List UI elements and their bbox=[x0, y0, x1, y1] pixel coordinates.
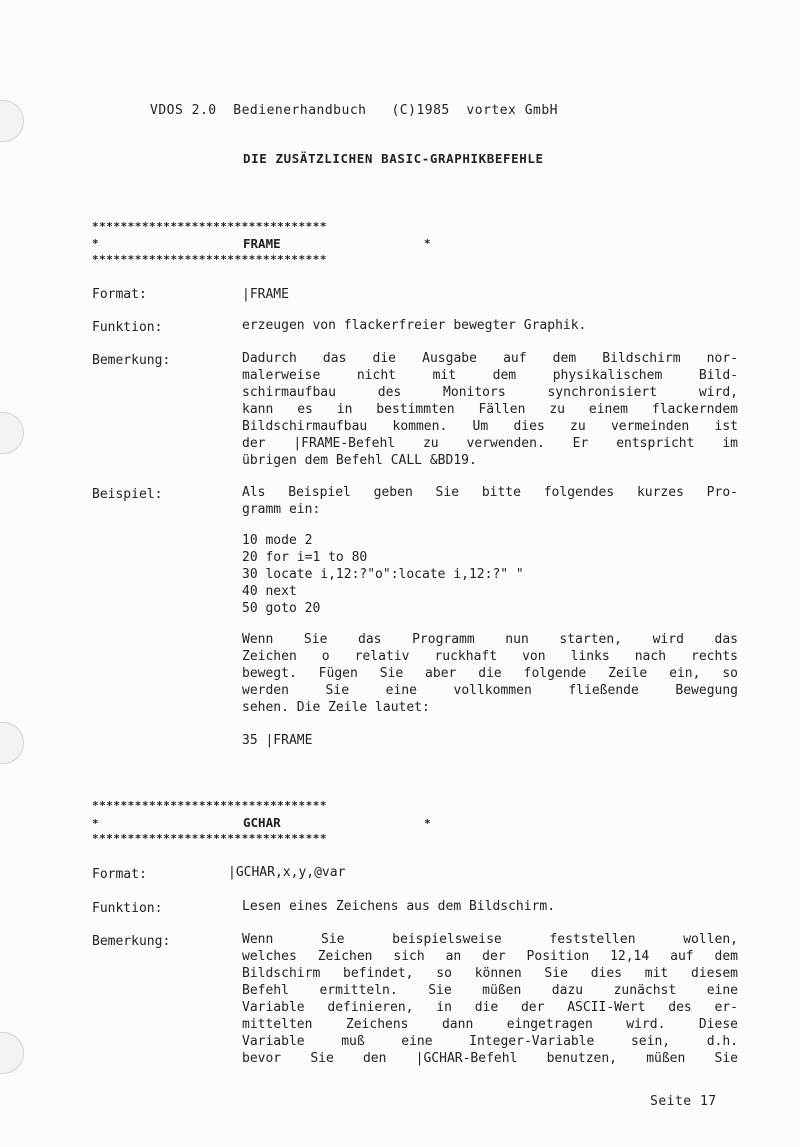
frame-funktion-label: Funktion: bbox=[92, 320, 163, 335]
frame-after-text bbox=[242, 631, 738, 716]
frame-bemerkung-text bbox=[242, 350, 738, 469]
text-line: kann es in bestimmten Fällen zu einem flackerndem bbox=[242, 402, 738, 417]
gchar-box-top: ********************************* bbox=[92, 799, 328, 812]
code-line: 50 goto 20 bbox=[242, 601, 321, 616]
frame-box-bottom: ********************************* bbox=[92, 253, 328, 266]
frame-format-value: |FRAME bbox=[242, 287, 289, 302]
text-line: Zeichen o relativ ruckhaft von links nach rechts bbox=[242, 649, 738, 664]
frame-bemerkung-label: Bemerkung: bbox=[92, 353, 171, 368]
text-line: mittelten Zeichens dann eingetragen wird. Diese bbox=[242, 1017, 738, 1032]
gchar-box-right-star: * bbox=[424, 817, 432, 830]
page-title: DIE ZUSÄTZLICHEN BASIC-GRAPHIKBEFEHLE bbox=[243, 151, 544, 166]
text-line: Variable definieren, in die der ASCII-Wert des er- bbox=[242, 1000, 738, 1015]
frame-beispiel-text bbox=[242, 484, 738, 518]
gchar-format-value: |GCHAR,x,y,@var bbox=[228, 865, 346, 880]
frame-line35: 35 |FRAME bbox=[242, 733, 313, 748]
gchar-format-label: Format: bbox=[92, 867, 147, 882]
code-line: 40 next bbox=[242, 584, 297, 599]
text-line: Bildschirmaufbau kommen. Um dies zu vermeinden ist bbox=[242, 419, 738, 434]
frame-code-listing bbox=[242, 532, 524, 617]
punch-hole bbox=[0, 1032, 24, 1074]
gchar-funktion-value: Lesen eines Zeichens aus dem Bildschirm. bbox=[242, 899, 556, 914]
text-line: gramm ein: bbox=[242, 502, 321, 517]
text-line: bewegt. Fügen Sie aber die folgende Zeile ein, so bbox=[242, 666, 738, 681]
code-line: 10 mode 2 bbox=[242, 533, 313, 548]
code-line: 30 locate i,12:?"o":locate i,12:?" " bbox=[242, 567, 524, 582]
frame-box-left-star: * bbox=[92, 237, 100, 250]
gchar-funktion-label: Funktion: bbox=[92, 901, 163, 916]
code-line: 20 for i=1 to 80 bbox=[242, 550, 368, 565]
punch-hole bbox=[0, 722, 24, 764]
gchar-box-bottom: ********************************* bbox=[92, 832, 328, 845]
text-line: Befehl ermitteln. Sie müßen dazu zunächst eine bbox=[242, 983, 738, 998]
frame-box-right-star: * bbox=[424, 237, 432, 250]
text-line: Als Beispiel geben Sie bitte folgendes kurzes Pro- bbox=[242, 485, 738, 500]
text-line: welches Zeichen sich an der Position 12,14 auf dem bbox=[242, 949, 738, 964]
text-line: Bildschirm befindet, so können Sie dies mit diesem bbox=[242, 966, 738, 981]
gchar-bemerkung-text bbox=[242, 931, 738, 1067]
page-header: VDOS 2.0 Bedienerhandbuch (C)1985 vortex GmbH bbox=[150, 103, 559, 118]
text-line: Dadurch das die Ausgabe auf dem Bildschirm nor- bbox=[242, 351, 738, 366]
text-line: Variable muß eine Integer-Variable sein, d.h. bbox=[242, 1034, 738, 1049]
page-number: Seite 17 bbox=[650, 1094, 717, 1109]
text-line: sehen. Die Zeile lautet: bbox=[242, 700, 430, 715]
text-line: Wenn Sie beispielsweise feststellen wollen, bbox=[242, 932, 738, 947]
frame-funktion-value: erzeugen von flackerfreier bewegter Graphik. bbox=[242, 318, 587, 333]
text-line: Wenn Sie das Programm nun starten, wird das bbox=[242, 632, 738, 647]
text-line: übrigen dem Befehl CALL &BD19. bbox=[242, 453, 477, 468]
text-line: der |FRAME-Befehl zu verwenden. Er entspricht im bbox=[242, 436, 738, 451]
text-line: schirmaufbau des Monitors synchronisiert wird, bbox=[242, 385, 738, 400]
frame-box-top: ********************************* bbox=[92, 220, 328, 233]
frame-format-label: Format: bbox=[92, 287, 147, 302]
punch-hole bbox=[0, 100, 24, 142]
text-line: malerweise nicht mit dem physikalischem Bild- bbox=[242, 368, 738, 383]
text-line: bevor Sie den |GCHAR-Befehl benutzen, müßen Sie bbox=[242, 1051, 738, 1066]
gchar-box-left-star: * bbox=[92, 817, 100, 830]
frame-beispiel-label: Beispiel: bbox=[92, 487, 163, 502]
frame-box-title: FRAME bbox=[243, 236, 281, 251]
gchar-bemerkung-label: Bemerkung: bbox=[92, 934, 171, 949]
gchar-box-title: GCHAR bbox=[243, 815, 281, 830]
text-line: werden Sie eine vollkommen fließende Bewegung bbox=[242, 683, 738, 698]
punch-hole bbox=[0, 412, 24, 454]
